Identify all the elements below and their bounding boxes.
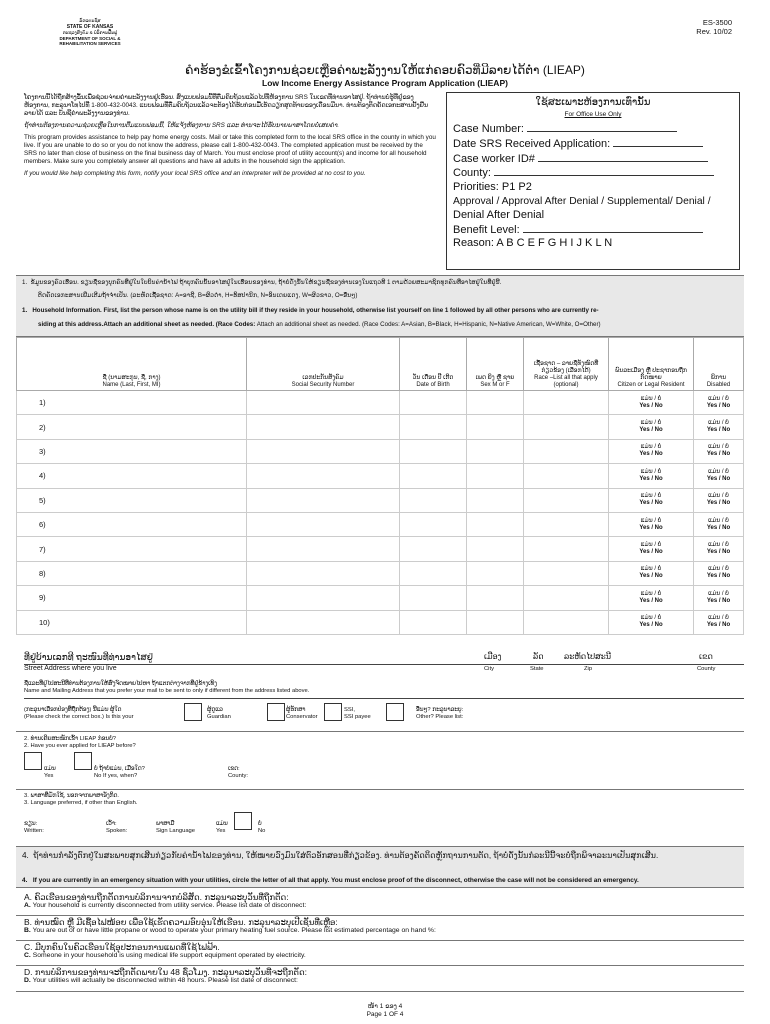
name-cell[interactable]: 1) [17,391,247,415]
name-cell[interactable]: 4) [17,464,247,488]
citizen-yes-no[interactable]: ແມ່ນ / ບໍ່ Yes / No [609,415,694,439]
zip-label: Zip [584,666,593,672]
name-cell[interactable]: 6) [17,512,247,536]
ssn-cell[interactable] [247,439,400,463]
section1-lao-b: ຕິດຄັດເອກະສານເພີ່ມເຕີມຖ້າຈຳເປັນ. (ລະຫັດເຊື້ອຊາດ: A=ອາຊີ, B=ຜິວດຳ, H=ຮິສປານິກ, N=ອິນເດຍແດງ, W=ຜິວຂາວ, O=ອື່ນໆ) [38,292,358,299]
ssn-cell[interactable] [247,512,400,536]
agency-dept: DEPARTMENT OF SOCIAL & REHABILITATION SERVICES [59,35,121,46]
table-row [17,415,744,439]
office-use-box [446,92,740,270]
ssn-cell[interactable] [247,537,400,561]
emergency-section [16,846,744,888]
dob-cell[interactable] [400,391,467,415]
section1-en-a: 1. Household Information. First, list the person whose name is on the utility bill if they reside in your household, otherwise list yourself on line 1 followed by all other persons who are currently re- [22,307,599,314]
race-cell[interactable] [524,391,609,415]
citizen-yes-no[interactable]: ແມ່ນ / ບໍ່ Yes / No [609,391,694,415]
disabled-yes-no[interactable]: ແມ່ນ / ບໍ່ Yes / No [694,537,744,561]
sex-cell[interactable] [467,488,524,512]
sex-cell[interactable] [467,610,524,634]
dob-cell[interactable] [400,610,467,634]
applied-county-field[interactable]: ເຂດ: County: [228,766,248,779]
citizen-yes-no[interactable]: ແມ່ນ / ບໍ່ Yes / No [609,610,694,634]
col-sex: ເພດ ຍິງ ຫຼື ຊາຍ Sex M or F [467,338,524,391]
office-heading-lao: ໃຊ້ສະເພາະຫ້ອງການເທົ່ານັ້ນ [535,97,651,108]
race-cell[interactable] [524,586,609,610]
other-checkbox[interactable] [386,703,404,721]
date-received-field[interactable]: Date SRS Received Application: [453,137,733,152]
form-id: ES-3500 [702,18,732,27]
citizen-yes-no[interactable]: ແມ່ນ / ບໍ່ Yes / No [609,464,694,488]
approval-options: Approval / Approval After Denial / Supplemental/ Denial / [453,195,711,207]
ssn-cell[interactable] [247,610,400,634]
col-dob: ວັນ ເດືອນ ປີ ເກີດ Date of Birth [400,338,467,391]
disabled-yes-no[interactable]: ແມ່ນ / ບໍ່ Yes / No [694,610,744,634]
household-info-section [16,275,744,337]
dob-cell[interactable] [400,561,467,585]
table-row [17,561,744,585]
race-cell[interactable] [524,537,609,561]
sex-cell[interactable] [467,586,524,610]
citizen-yes-no[interactable]: ແມ່ນ / ບໍ່ Yes / No [609,512,694,536]
priorities: Priorities: P1 P2 [453,181,532,194]
race-cell[interactable] [524,561,609,585]
ssn-cell[interactable] [247,391,400,415]
language-section: 3. ພາສາທີ່ມັກໃຊ້, ນອກຈາກພາສາອັງກິດ. 3. Language preferred, if other than English. ຂຽນ: Written: ເວົ້າ: Spoken: ພາສາມື Sign Language ແມ່ນ Yes ບໍ່ No [16,789,744,842]
emergency-en: 4. If you are currently in an emergency situation with your utilities, circle the letter of all that apply. You must enclose proof of the disconnect, otherwise the case will not be considered an emergency. [22,877,639,884]
col-citizen: ພົນລະເມືອງ ຫຼື ປະຊາກອນຖືກກົດໝາຍ Citizen or Legal Resident [609,338,694,391]
dob-cell[interactable] [400,537,467,561]
denial-after-denial: Denial After Denial [453,208,545,221]
emergency-option-d[interactable]: D. ການບໍລິການຂອງທ່ານຈະຖືກຕັດພາຍໃນ 48 ຊົ່ວໂມງ. ກະລຸນາລະບຸວັນທີ່ຈະຖືກຕັດ: D. Your utilities will actually be disconnected within 48 hours. Please list date of disconnect: [24,967,308,984]
mailing-lao: ຊື່ແລະທີ່ຢູ່ໄປສະນີທີ່ທ່ານຕ້ອງການໃຫ້ສົ່ງຈົດໝາຍໄປຫາ ຖ້າແຕກຕ່າງຈາກທີ່ຢູ່ຂ້າງເທິງ [24,681,217,687]
household-table [16,337,744,635]
dob-cell[interactable] [400,586,467,610]
intro-en-2: If you would like help completing this form, notify your local SRS office and an interpreter will be provided at no cost to you. [24,170,366,177]
dob-cell[interactable] [400,512,467,536]
sex-cell[interactable] [467,415,524,439]
city-label: City [484,666,494,672]
sex-cell[interactable] [467,464,524,488]
dob-cell[interactable] [400,439,467,463]
citizen-yes-no[interactable]: ແມ່ນ / ບໍ່ Yes / No [609,537,694,561]
emergency-option-a[interactable]: A. ຄົວເຮືອນຂອງທ່ານຖືກຕັດການບໍລິການຈາກບໍລິສັດ. ກະລຸນາລະບຸວັນທີ່ຖືກຕັດ: A. Your household is currently disconnected from utility service. Please list date of disconnect: [24,892,307,909]
name-cell[interactable]: 8) [17,561,247,585]
page-title-lao: ຄຳຮ້ອງຂໍເຂົ້າໂຄງການຊ່ວຍເຫຼືອຄ່າພະລັງງານໃຫ້ແກ່ຄອບຄົວທີ່ມີລາຍໄດ້ຕ່ຳ (LIEAP) [185,63,585,77]
agency-block [55,18,125,47]
disabled-yes-no[interactable]: ແມ່ນ / ບໍ່ Yes / No [694,586,744,610]
street-address-field[interactable]: ທີ່ຢູ່ບ້ານເລກທີ ຖະໜົນທີ່ທ່ານອາໄສຢູ່ ເມືອງ ລັດ ລະຫັດໄປສະນີ ເຂດ [24,652,744,665]
sex-cell[interactable] [467,439,524,463]
county-field[interactable]: County: [453,166,733,181]
emergency-option-b[interactable]: B. ທ່ານໝົດ ຫຼື ມີເຊື້ອໄຟໜ້ອຍ ເພື່ອໃຊ້ເຮັດຄວາມອົບອຸ່ນໃຫ້ເຮືອນ. ກະລຸນາລະບຸເປີເຊັນທີ່ເຫຼືອ: B. You are out of or have little propane or wood to operate your primary heating fuel source. Please list estimated percentage on hand %: [24,917,436,934]
table-row [17,391,744,415]
citizen-yes-no[interactable]: ແມ່ນ / ບໍ່ Yes / No [609,586,694,610]
citizen-yes-no[interactable]: ແມ່ນ / ບໍ່ Yes / No [609,488,694,512]
race-cell[interactable] [524,512,609,536]
written-language-field[interactable]: ຂຽນ: Written: [24,821,44,834]
citizen-yes-no[interactable]: ແມ່ນ / ບໍ່ Yes / No [609,561,694,585]
spoken-language-field[interactable]: ເວົ້າ: Spoken: [106,821,128,834]
col-ssn: ເລກປະກັນສັງຄົມ Social Security Number [247,338,400,391]
table-row [17,610,744,634]
agency-lao2: ກະຊວງສັງຄົມ & ບໍລິການຟື້ນຟູ [62,30,118,35]
agency-state: STATE OF KANSAS [66,23,114,30]
section1-en-b: siding at this address.Attach an additional sheet as needed. (Race Codes: Attach an additional sheet as needed. (Race Codes: A=Asian, B=Black, H=Hispanic, N=Native American, W=White, O=Other) [38,321,601,328]
ssi-payee-checkbox[interactable] [324,703,342,721]
county-label: County [697,666,716,672]
ssn-cell[interactable] [247,464,400,488]
disabled-yes-no[interactable]: ແມ່ນ / ບໍ່ Yes / No [694,391,744,415]
table-row [17,488,744,512]
race-cell[interactable] [524,415,609,439]
col-disabled: ພິການ Disabled [694,338,744,391]
reason-codes: Reason: A B C E F G H I J K L N [453,237,613,250]
disabled-yes-no[interactable]: ແມ່ນ / ບໍ່ Yes / No [694,561,744,585]
race-cell[interactable] [524,439,609,463]
section1-lao-a: 1. ຂໍ້ມູນຂອງຄົວເຮືອນ. ຂຽນຊື່ຂອງບຸກຄົນທີ່ຢູ່ໃນໃບບິນຄ່ານ້ຳໄຟ ຖ້າບຸກຄົນນັ້ນອາໄສຢູ່ໃນເຮືອນຂອງທ່ານ, ຖ້າບໍ່ດັ່ງນັ້ນໃຫ້ຂຽນຊື່ຂອງທ່ານເອງໃນແຖວທີ 1 ຕາມດ້ວຍສະມາຊິກທຸກຄົນທີ່ອາໄສຢູ່ໃນທີ່ຢູ່ນີ້. [22,279,502,286]
page-number: Page 1 OF 4 [366,1011,404,1018]
table-row [17,537,744,561]
case-number-field[interactable]: Case Number: [453,122,733,137]
table-row [17,439,744,463]
name-cell[interactable]: 7) [17,537,247,561]
agency-lao: ລັດແຄນຊັສ [79,18,101,23]
dob-cell[interactable] [400,415,467,439]
disabled-yes-no[interactable]: ແມ່ນ / ບໍ່ Yes / No [694,464,744,488]
ssn-cell[interactable] [247,488,400,512]
emergency-option-c[interactable]: C. ມີບຸກຄົນໃນຄົວເຮືອນໃຊ້ອຸປະກອນການແພດທີ່ໃຊ້ໄຟຟ້າ. C. Someone in your household is using medical life support equipment operated by electricity. [24,942,306,959]
citizen-yes-no[interactable]: ແມ່ນ / ບໍ່ Yes / No [609,439,694,463]
conservator-checkbox[interactable] [267,703,285,721]
intro-lao-1: ໂຄງການນີ້ໄດ້ຖືກສ້າງຂຶ້ນເພື່ອຊ່ວຍຈ່າຍຄ່າພະລັງງານຢູ່ເຮືອນ. ສົ່ງແບບຟອມນີ້ທີ່ຕື່ມຄົບຖ້ວນແລ້ວໄປທີ່ຫ້ອງການ SRS ໃນເຂດທີ່ທ່ານອາໄສຢູ່. ຖ້າທ່ານບໍ່ຮູ້ທີ່ຢູ່ຂອງຫ້ອງການ, ກະລຸນາໂທໄປທີ່ 1-800-432-0043. ແບບຟອມທີ່ຕື່ມຄົບຖ້ວນແລ້ວຈະຕ້ອງໄດ້ຮັບກ່ອນມື້ເຮັດວຽກສຸດທ້າຍຂອງເດືອນມີນາ. ທ່ານຕ້ອງຕິດຄັດເອກະສານຢັ້ງຢືນລາຍໄດ້ ແລະ ບັນຊີຄ່າພະລັງງານຂອງທ່ານ. [24,94,428,117]
ssn-cell[interactable] [247,415,400,439]
col-race: ເຊື້ອຊາດ – ລາຍຊື່ທັງໝົດທີ່ກ່ຽວຂ້ອງ (ເລືອກໄດ້) Race –List all that apply (optional) [524,338,609,391]
page-number-lao: ໜ້າ 1 ຂອງ 4 [367,1003,403,1010]
applied-no-checkbox[interactable] [74,752,92,770]
disabled-yes-no[interactable]: ແມ່ນ / ບໍ່ Yes / No [694,488,744,512]
col-name: ຊື່ (ນາມສະກຸນ, ຊື່, ກາງ) Name (Last, First, MI) [17,338,247,391]
sex-cell[interactable] [467,391,524,415]
name-cell[interactable]: 9) [17,586,247,610]
form-revision: Rev. 10/02 [696,27,732,36]
name-cell[interactable]: 5) [17,488,247,512]
sex-cell[interactable] [467,512,524,536]
applied-when-field[interactable]: ບໍ່ ຖ້າບໍ່ແມ່ນ, ເມື່ອໃດ? No If yes, when? [94,766,145,779]
ssn-cell[interactable] [247,586,400,610]
state-label: State [530,666,544,672]
name-cell[interactable]: 2) [17,415,247,439]
table-row [17,464,744,488]
page-footer [0,1003,770,1019]
previous-application-section: 2. ທ່ານເຄີຍສະໝັກເຂົ້າ LIEAP ກ່ອນບໍ່? 2. Have you ever applied for LIEAP before? ແມ່ນ Yes ບໍ່ ຖ້າບໍ່ແມ່ນ, ເມື່ອໃດ? No If yes, when? ເຂດ: County: [16,731,744,782]
disabled-yes-no[interactable]: ແມ່ນ / ບໍ່ Yes / No [694,439,744,463]
benefit-level-field[interactable]: Benefit Level: [453,223,733,238]
relationship-options: (ກະລຸນາເລືອກປ່ອງທີ່ຖືກຕ້ອງ) ນີ້ແມ່ນ ຜູ້ໃດ (Please check the correct box.) Is this your ຜູ້ດູແລ Guardian ຜູ້ຮັກສາ Conservator SSI, SSI payee ອື່ນໆ? ກະລຸນາລະບຸ: Other? Please list: [24,703,744,727]
intro-text [24,94,436,182]
sex-cell[interactable] [467,561,524,585]
sex-cell[interactable] [467,537,524,561]
intro-lao-2: ຖ້າທ່ານຕ້ອງການຄວາມຊ່ວຍເຫຼືອໃນການຕື່ມແບບຟອມນີ້, ໃຫ້ແຈ້ງຫ້ອງການ SRS ແລະ ທ່ານຈະໄດ້ຮັບນາຍພາສາໂດຍບໍ່ເສຍຄ່າ. [24,122,340,129]
street-label: Street Address where you live [24,665,117,672]
name-cell[interactable]: 3) [17,439,247,463]
dob-cell[interactable] [400,464,467,488]
table-row [17,586,744,610]
form-number [696,18,732,36]
race-cell[interactable] [524,464,609,488]
race-cell[interactable] [524,610,609,634]
mailing-address-field[interactable]: Name and Mailing Address that you prefer your mail to be sent to only if different from the address listed above. [24,688,744,699]
page-title: Low Income Energy Assistance Program Application (LIEAP) [262,78,508,88]
race-cell[interactable] [524,488,609,512]
dob-cell[interactable] [400,488,467,512]
case-worker-field[interactable]: Case worker ID# [453,152,733,167]
address-section [24,652,744,727]
guardian-checkbox[interactable] [184,703,202,721]
ssn-cell[interactable] [247,561,400,585]
emergency-lao: 4. ຖ້າທ່ານກຳລັງຕົກຢູ່ໃນສະພາບສຸກເສີນກ່ຽວກັບຄ່ານ້ຳໄຟຂອງທ່ານ, ໃຫ້ໝາຍວົງມົນໃສ່ຕົວອັກສອນທີ່ກ່ຽວຂ້ອງ. ທ່ານຕ້ອງຄັດຕິດຫຼັກຖານການຕັດ, ຖ້າບໍ່ດັ່ງນັ້ນກໍລະນີນີ້ຈະບໍ່ຖືກພິຈາລະນາເປັນສຸກເສີນ. [22,851,659,860]
office-heading: For Office Use Only [564,111,622,118]
table-row [17,512,744,536]
disabled-yes-no[interactable]: ແມ່ນ / ບໍ່ Yes / No [694,415,744,439]
sign-language-yes-checkbox[interactable] [234,812,252,830]
intro-en-1: This program provides assistance to help pay home energy costs. Mail or take this completed form to the local SRS office in the county in which you live. If you are unable to do so or you do not know the address, please call 1-800-432-0043. The completed application must be received by the SRS no later than close of business on the final business day of March. You must enclose proof of utility account(s) and income for all household members. Make sure you completely answer all questions and have all adults in the household sign the application. [24,134,436,165]
disabled-yes-no[interactable]: ແມ່ນ / ບໍ່ Yes / No [694,512,744,536]
applied-yes-checkbox[interactable] [24,752,42,770]
name-cell[interactable]: 10) [17,610,247,634]
